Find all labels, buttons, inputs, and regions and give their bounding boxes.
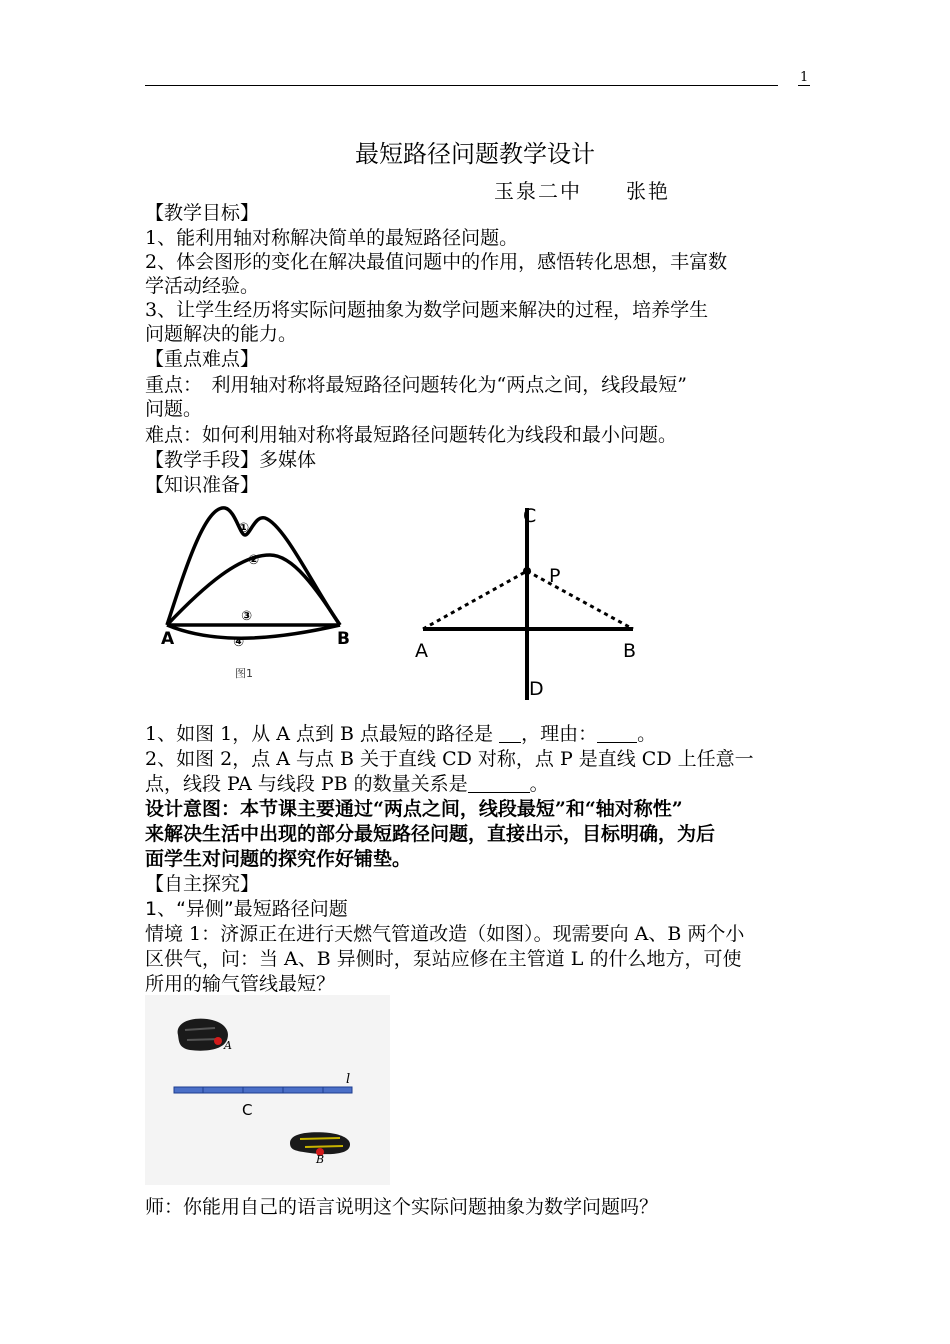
header-rule — [145, 85, 778, 86]
question-2-cont: 点，线段 PA 与线段 PB 的数量关系是 。 — [145, 773, 549, 795]
fig2-label-b: B — [623, 640, 637, 662]
fig2-label-p: P — [549, 565, 561, 587]
goal-3-cont: 问题解决的能力。 — [145, 323, 298, 345]
blank-3 — [468, 774, 530, 793]
question-2: 2、如图 2，点 A 与点 B 关于直线 CD 对称，点 P 是直线 CD 上任意一 — [145, 748, 754, 770]
author-line: 玉泉二中 张艳 — [494, 179, 670, 203]
point-p-dot — [523, 567, 531, 575]
difficult-point: 难点：如何利用轴对称将最短路径问题转化为线段和最小问题。 — [145, 424, 678, 446]
blank-1 — [499, 724, 521, 743]
fig1-caption: 图1 — [235, 667, 253, 680]
section-heading-explore: 【自主探究】 — [145, 873, 260, 895]
path-label-4: ④ — [233, 635, 245, 650]
segment-pb — [527, 571, 633, 629]
path-label-3: ③ — [241, 609, 253, 624]
fig1-point-b: B — [337, 629, 350, 649]
path-label-1: ① — [238, 521, 250, 536]
path-label-2: ② — [248, 553, 260, 568]
scenario-1-cont-2: 所用的输气管线最短？ — [145, 973, 336, 995]
key-point-cont: 问题。 — [145, 398, 203, 420]
blank-2 — [597, 724, 637, 743]
figure-3-pipeline — [145, 995, 390, 1185]
document-title: 最短路径问题教学设计 — [355, 140, 595, 168]
section-heading-key-points: 【重点难点】 — [145, 348, 260, 370]
scenario-1: 情境 1：济源正在进行天燃气管道改造（如图）。现需要向 A、B 两个小 — [145, 923, 745, 945]
figure-2-symmetry — [405, 500, 655, 705]
fig2-label-c: C — [523, 505, 537, 527]
design-intent: 设计意图：本节课主要通过“两点之间，线段最短”和“轴对称性” — [145, 798, 683, 820]
main-pipe-l — [174, 1087, 352, 1093]
district-a-shape — [178, 1019, 228, 1051]
section-heading-prep: 【知识准备】 — [145, 474, 260, 496]
segment-pa — [423, 571, 527, 629]
design-intent-cont-1: 来解决生活中出现的部分最短路径问题，直接出示，目标明确，为后 — [145, 823, 716, 845]
teacher-question: 师：你能用自己的语言说明这个实际问题抽象为数学问题吗？ — [145, 1196, 659, 1218]
goal-3: 3、让学生经历将实际问题抽象为数学问题来解决的过程，培养学生 — [145, 299, 709, 321]
fig3-label-c: C — [242, 1101, 253, 1119]
fig1-point-a: A — [161, 629, 175, 649]
fig3-label-l: l — [346, 1072, 351, 1087]
design-intent-cont-2: 面学生对问题的探究作好铺垫。 — [145, 848, 412, 870]
scenario-1-cont-1: 区供气，问：当 A、B 异侧时，泵站应修在主管道 L 的什么地方，可使 — [145, 948, 742, 970]
section-heading-means: 【教学手段】多媒体 — [145, 449, 317, 471]
figure-1-paths — [155, 500, 370, 685]
path-4 — [167, 625, 340, 638]
district-a-marker — [214, 1037, 222, 1045]
fig3-label-b: B — [316, 1153, 325, 1166]
fig2-label-d: D — [529, 678, 544, 700]
page-number: 1 — [800, 70, 809, 85]
section-heading-goals: 【教学目标】 — [145, 202, 260, 224]
goal-2-cont: 学活动经验。 — [145, 275, 260, 297]
key-point: 重点： 利用轴对称将最短路径问题转化为“两点之间，线段最短” — [145, 374, 687, 396]
question-1: 1、如图 1，从 A 点到 B 点最短的路径是 ，理由： 。 — [145, 723, 657, 745]
fig3-label-a: A — [224, 1039, 232, 1052]
goal-1: 1、能利用轴对称解决简单的最短路径问题。 — [145, 227, 519, 249]
fig2-label-a: A — [415, 640, 428, 662]
subsection-heading-1: 1、“异侧”最短路径问题 — [145, 898, 348, 920]
goal-2: 2、体会图形的变化在解决最值问题中的作用，感悟转化思想，丰富数 — [145, 251, 728, 273]
